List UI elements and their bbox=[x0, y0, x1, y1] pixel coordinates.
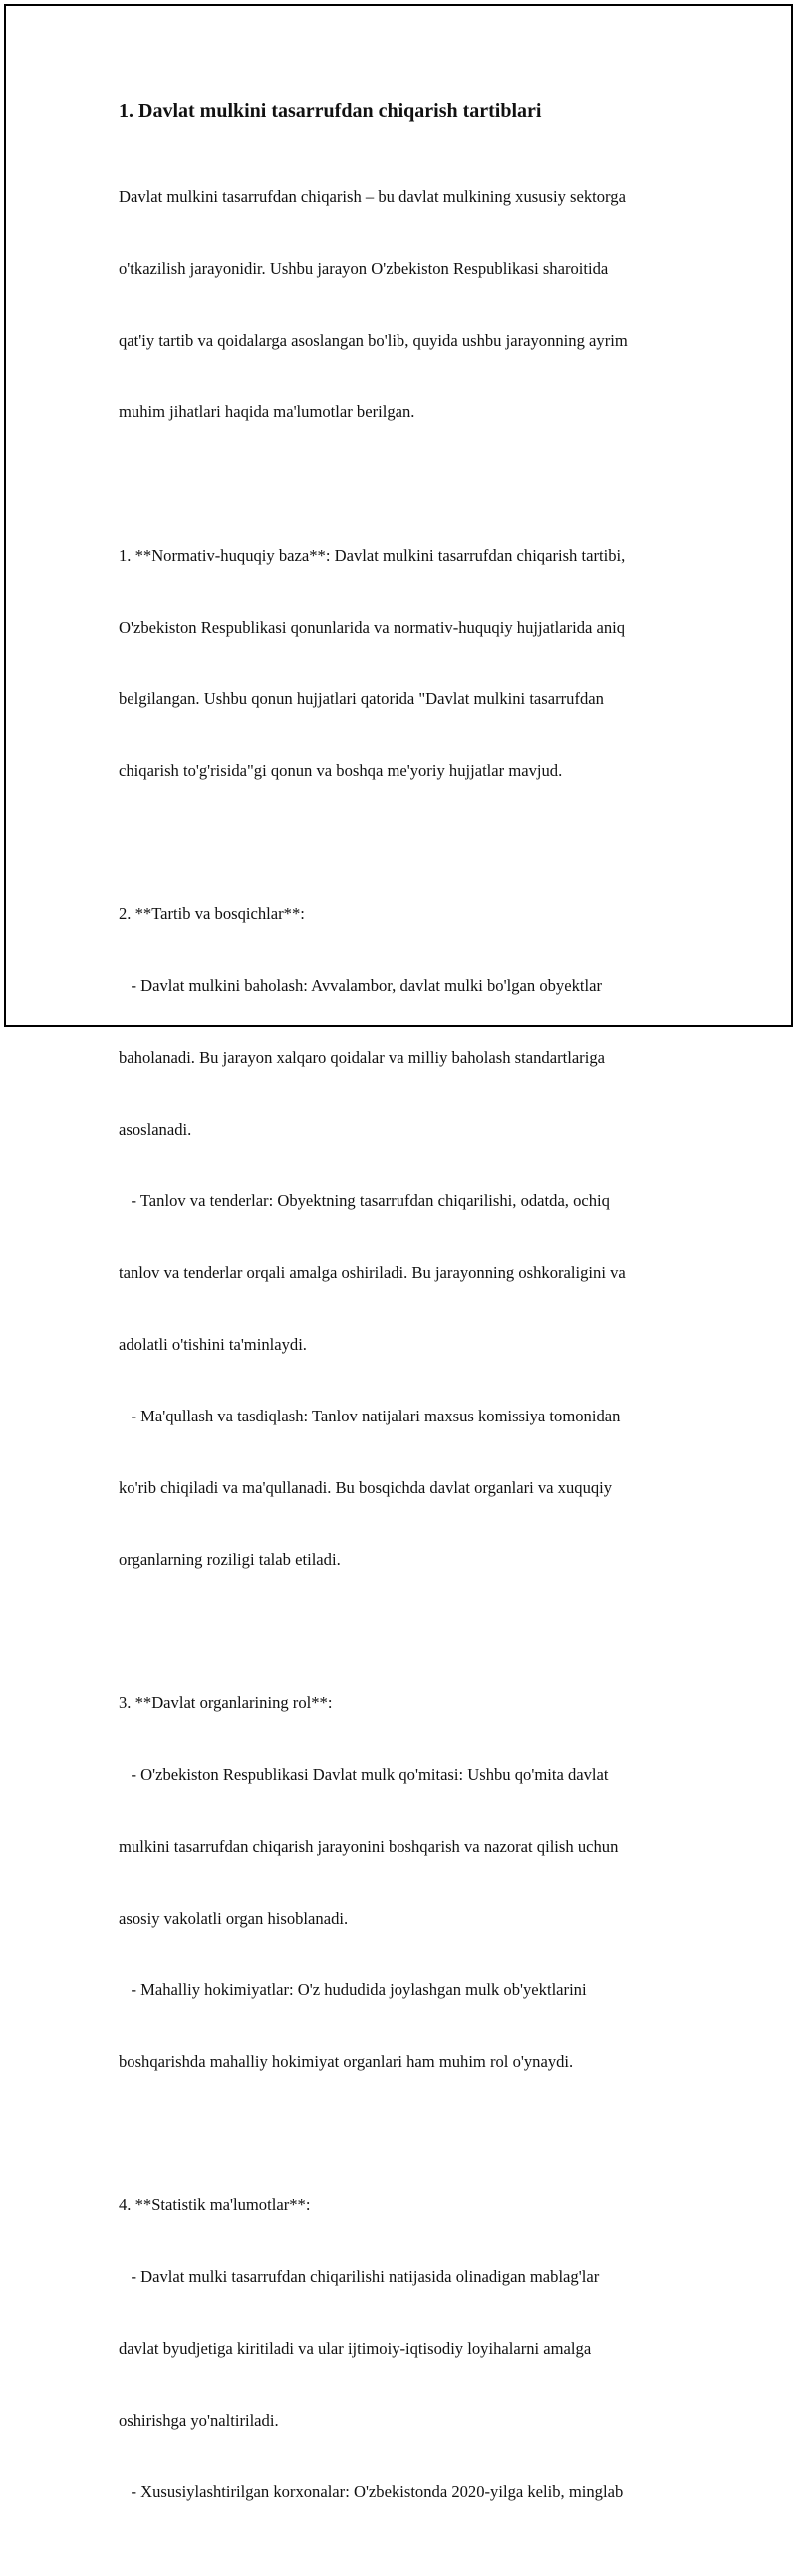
list-item-line: asoslanadi. bbox=[119, 1120, 192, 1139]
intro-line: o'tkazilish jarayonidir. Ushbu jarayon O'zbekiston Respublikasi sharoitida bbox=[119, 259, 609, 278]
list-item-line: tanlov va tenderlar orqali amalga oshiriladi. Bu jarayonning oshkoraligini va bbox=[119, 1263, 626, 1282]
section-line: belgilangan. Ushbu qonun hujjatlari qatorida "Davlat mulkini tasarrufdan bbox=[119, 689, 604, 708]
document-title: 1. Davlat mulkini tasarrufdan chiqarish tartiblari bbox=[119, 100, 542, 122]
list-item-line: mulkini tasarrufdan chiqarish jarayonini boshqarish va nazorat qilish uchun bbox=[119, 1837, 619, 1856]
list-item-line: ko'rib chiqiladi va ma'qullanadi. Bu bosqichda davlat organlari va xuquqiy bbox=[119, 1478, 613, 1497]
section-normativ-huquqiy-baza bbox=[119, 496, 696, 831]
section-heading: 2. **Tartib va bosqichlar**: bbox=[119, 904, 305, 923]
document-body bbox=[119, 98, 696, 2576]
list-item-line: - Davlat mulkini baholash: Avvalambor, davlat mulki bo'lgan obyektlar bbox=[119, 976, 602, 995]
list-item-line: organlarning roziligi talab etiladi. bbox=[119, 1550, 341, 1569]
section-statistik-malumotlar bbox=[119, 2146, 696, 2552]
list-item-line: davlat byudjetiga kiritiladi va ular ijtimoiy-iqtisodiy loyihalarni amalga bbox=[119, 2339, 592, 2358]
list-item-line: boshqarishda mahalliy hokimiyat organlari ham muhim rol o'ynaydi. bbox=[119, 2052, 574, 2071]
intro-line: muhim jihatlari haqida ma'lumotlar berilgan. bbox=[119, 402, 415, 421]
page-frame bbox=[4, 4, 793, 2501]
list-item-line: adolatli o'tishini ta'minlaydi. bbox=[119, 1335, 307, 1354]
list-item-line: - Ma'qullash va tasdiqlash: Tanlov natijalari maxsus komissiya tomonidan bbox=[119, 1407, 621, 1425]
list-item-line: - Davlat mulki tasarrufdan chiqarilishi natijasida olinadigan mablag'lar bbox=[119, 2267, 600, 2286]
list-item-line: - O'zbekiston Respublikasi Davlat mulk qo'mitasi: Ushbu qo'mita davlat bbox=[119, 1765, 609, 1784]
intro-line: qat'iy tartib va qoidalarga asoslangan bo'lib, quyida ushbu jarayonning ayrim bbox=[119, 331, 628, 350]
section-line: 1. **Normativ-huquqiy baza**: Davlat mulkini tasarrufdan chiqarish tartibi, bbox=[119, 546, 626, 565]
list-item-line: oshirishga yo'naltiriladi. bbox=[119, 2411, 279, 2430]
section-line: O'zbekiston Respublikasi qonunlarida va normativ-huquqiy hujjatlarida aniq bbox=[119, 618, 626, 637]
section-heading: 3. **Davlat organlarining rol**: bbox=[119, 1693, 333, 1712]
section-line: chiqarish to'g'risida"gi qonun va boshqa me'yoriy hujjatlar mavjud. bbox=[119, 761, 563, 780]
list-item-line: - Tanlov va tenderlar: Obyektning tasarrufdan chiqarilishi, odatda, ochiq bbox=[119, 1191, 610, 1210]
list-item-line: - Mahalliy hokimiyatlar: O'z hududida joylashgan mulk ob'yektlarini bbox=[119, 1980, 587, 1999]
intro-line: Davlat mulkini tasarrufdan chiqarish – bu davlat mulkining xususiy sektorga bbox=[119, 187, 626, 206]
section-tartib-va-bosqichlar bbox=[119, 855, 696, 1620]
section-davlat-organlari bbox=[119, 1644, 696, 2122]
section-heading: 4. **Statistik ma'lumotlar**: bbox=[119, 2195, 311, 2214]
intro-paragraph bbox=[119, 137, 696, 472]
list-item-line: baholanadi. Bu jarayon xalqaro qoidalar va milliy baholash standartlariga bbox=[119, 1048, 605, 1067]
list-item-line: - Xususiylashtirilgan korxonalar: O'zbekistonda 2020-yilga kelib, minglab bbox=[119, 2482, 624, 2501]
list-item-line: asosiy vakolatli organ hisoblanadi. bbox=[119, 1909, 349, 1928]
